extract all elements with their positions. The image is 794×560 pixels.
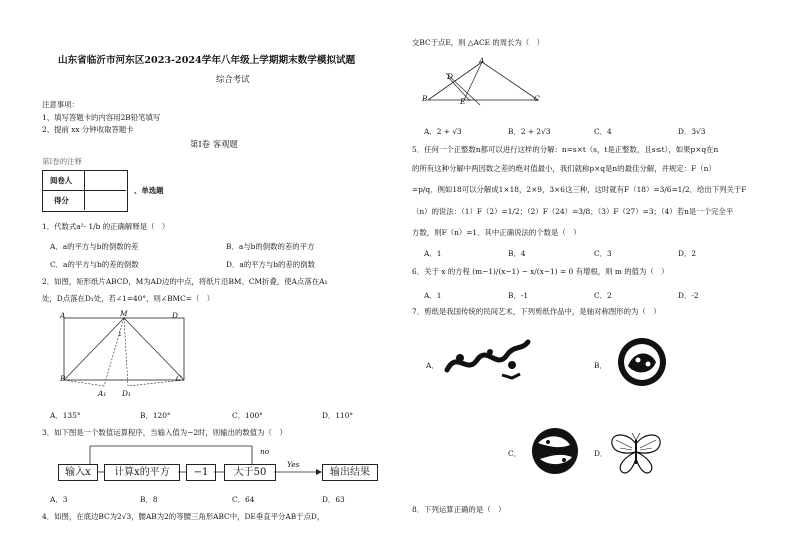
q2-option-b[interactable]: B．120° (140, 411, 171, 420)
q4-option-c[interactable]: C．4 (594, 127, 612, 136)
q2-label-d: D (172, 311, 178, 320)
q8-text: 8．下列运算正确的是（ ） (412, 505, 506, 514)
q5-text-line4: （n）的说法：（1）F（2）=1/2；（2）F（24）=3/8；（3）F（27）=3；（4）若n是一个完全平 (412, 207, 734, 216)
q2-option-a[interactable]: A．135° (50, 411, 81, 420)
q5-option-b[interactable]: B．4 (508, 249, 526, 258)
q7-dragon-papercut-image[interactable] (442, 330, 532, 385)
section-note: 第Ⅰ卷的注释 (42, 157, 82, 166)
q3-flow-yes-label: Yes (287, 460, 300, 469)
q7-round-papercut-image[interactable] (616, 336, 668, 388)
q4-text-continued: 交BC于点E，则 △ACE 的周长为（ ） (412, 38, 545, 47)
q3-flow-input: 输入x (58, 464, 98, 481)
q2-label-c: C (176, 374, 182, 383)
q7-option-b-label[interactable]: B． (594, 361, 607, 370)
section-label-single-choice: 、单选题 (134, 186, 164, 195)
q5-text-line5: 方数，则F（n）=1．其中正确说法的个数是（ ） (412, 228, 581, 237)
q7-text: 7．剪纸是我国传统的民间艺术，下列剪纸作品中，是轴对称图形的为（ ） (412, 307, 661, 316)
q6-option-b[interactable]: B．-1 (508, 291, 529, 300)
q1-option-b[interactable]: B．a与b的倒数的差的平方 (226, 242, 315, 251)
q6-option-c[interactable]: C．2 (594, 291, 612, 300)
q3-option-a[interactable]: A．3 (50, 495, 68, 504)
q1-option-a[interactable]: A．a的平方与b的倒数的差 (50, 242, 139, 251)
q3-option-b[interactable]: B．8 (140, 495, 158, 504)
paper-title: 山东省临沂市河东区2023-2024学年八年级上学期期末数学模拟试题 (58, 55, 356, 66)
q5-option-d[interactable]: D．2 (678, 249, 697, 258)
q2-label-a1: A₁ (98, 389, 107, 398)
q2-label-angle-1: 1 (118, 331, 122, 338)
q6-text: 6．关于 x 的方程 (m−1)/(x−1) − x/(x−1) = 0 有增根，则 m 的值为（ ） (412, 267, 669, 276)
q5-option-a[interactable]: A．1 (424, 249, 442, 258)
score-table-grader: 阅卷人 (50, 176, 73, 185)
note-2: 2、提前 xx 分钟收取答题卡 (42, 125, 134, 134)
q3-flow-no-label: no (260, 447, 270, 456)
q3-flow-compare: 大于50 (224, 464, 276, 481)
q3-flow-output: 输出结果 (322, 464, 378, 481)
q4-option-b[interactable]: B．2 + 2√3 (508, 127, 551, 136)
q2-label-a: A (60, 311, 66, 320)
q5-option-c[interactable]: C．3 (594, 249, 612, 258)
notes-title: 注意事项： (42, 100, 79, 109)
q4-option-a[interactable]: A．2 + √3 (424, 127, 462, 136)
paper-subtitle: 综合考试 (216, 74, 250, 84)
q7-butterfly-papercut-image[interactable] (608, 430, 664, 478)
q4-label-a: A (479, 56, 485, 65)
q4-label-d: D (447, 72, 453, 81)
q3-flow-square: 计算x的平方 (104, 464, 180, 481)
q3-option-c[interactable]: C．64 (232, 495, 255, 504)
q3-option-d[interactable]: D．63 (322, 495, 345, 504)
q4-label-e: E (460, 97, 466, 106)
q5-text-line2: 的所有这种分解中两因数之差的绝对值最小，我们就称p×q是n的最佳分解，并规定：F（n） (412, 164, 716, 173)
q4-label-b: B (422, 94, 428, 103)
q2-label-b: B (60, 374, 66, 383)
q5-text-line1: 5．任何一个正整数n都可以进行这样的分解：n=s×t（s，t是正整数，且s≤t），如果p×q在n (412, 145, 719, 154)
q7-fish-papercut-image[interactable] (530, 425, 580, 477)
q1-option-c[interactable]: C．a的平方与b的差的倒数 (50, 260, 139, 269)
q7-option-d-label[interactable]: D． (594, 449, 608, 458)
q2-text-line1: 2．如图，矩形纸片ABCD，M为AD边的中点，将纸片沿BM、CM折叠，使A点落在A₁ (42, 277, 328, 286)
score-table-score: 得分 (54, 196, 69, 205)
q1-text: 1．代数式a²- 1/b 的正确解释是（ ） (42, 222, 170, 231)
q5-text-line3: =p/q．例如18可以分解成1×18，2×9，3×6这三种，这时就有F（18）=3/6=1/2．给出下列关于F (412, 185, 747, 194)
q2-label-d1: D₁ (122, 389, 131, 398)
q3-flow-minus-one: −1 (186, 464, 216, 481)
q7-option-a-label[interactable]: A． (426, 361, 439, 370)
q4-triangle-figure (420, 55, 550, 110)
q4-text: 4．如图，在底边BC为2√3，腰AB为2的等腰三角形ABC中，DE垂直平分AB于点D， (42, 512, 325, 521)
q1-option-d[interactable]: D．a的平方与b的差的倒数 (226, 260, 315, 269)
q6-option-a[interactable]: A．1 (424, 291, 442, 300)
note-1: 1、填写答题卡的内容用2B铅笔填写 (42, 113, 161, 122)
q2-text-line2: 处，D点落在D₁处，若∠1=40°，则∠BMC=（ ） (42, 294, 215, 303)
q4-option-d[interactable]: D．3√3 (678, 127, 706, 136)
section-title: 第Ⅰ卷 客观题 (190, 139, 238, 149)
q2-label-m: M (120, 309, 128, 318)
q4-label-c: C (534, 94, 540, 103)
q2-option-d[interactable]: D．110° (322, 411, 354, 420)
q6-option-d[interactable]: D．-2 (678, 291, 699, 300)
q2-option-c[interactable]: C．100° (232, 411, 263, 420)
q7-option-c-label[interactable]: C． (508, 449, 522, 458)
q3-text: 3．如下图是一个数值运算程序，当输入值为−2时，则输出的数值为（ ） (42, 428, 287, 437)
